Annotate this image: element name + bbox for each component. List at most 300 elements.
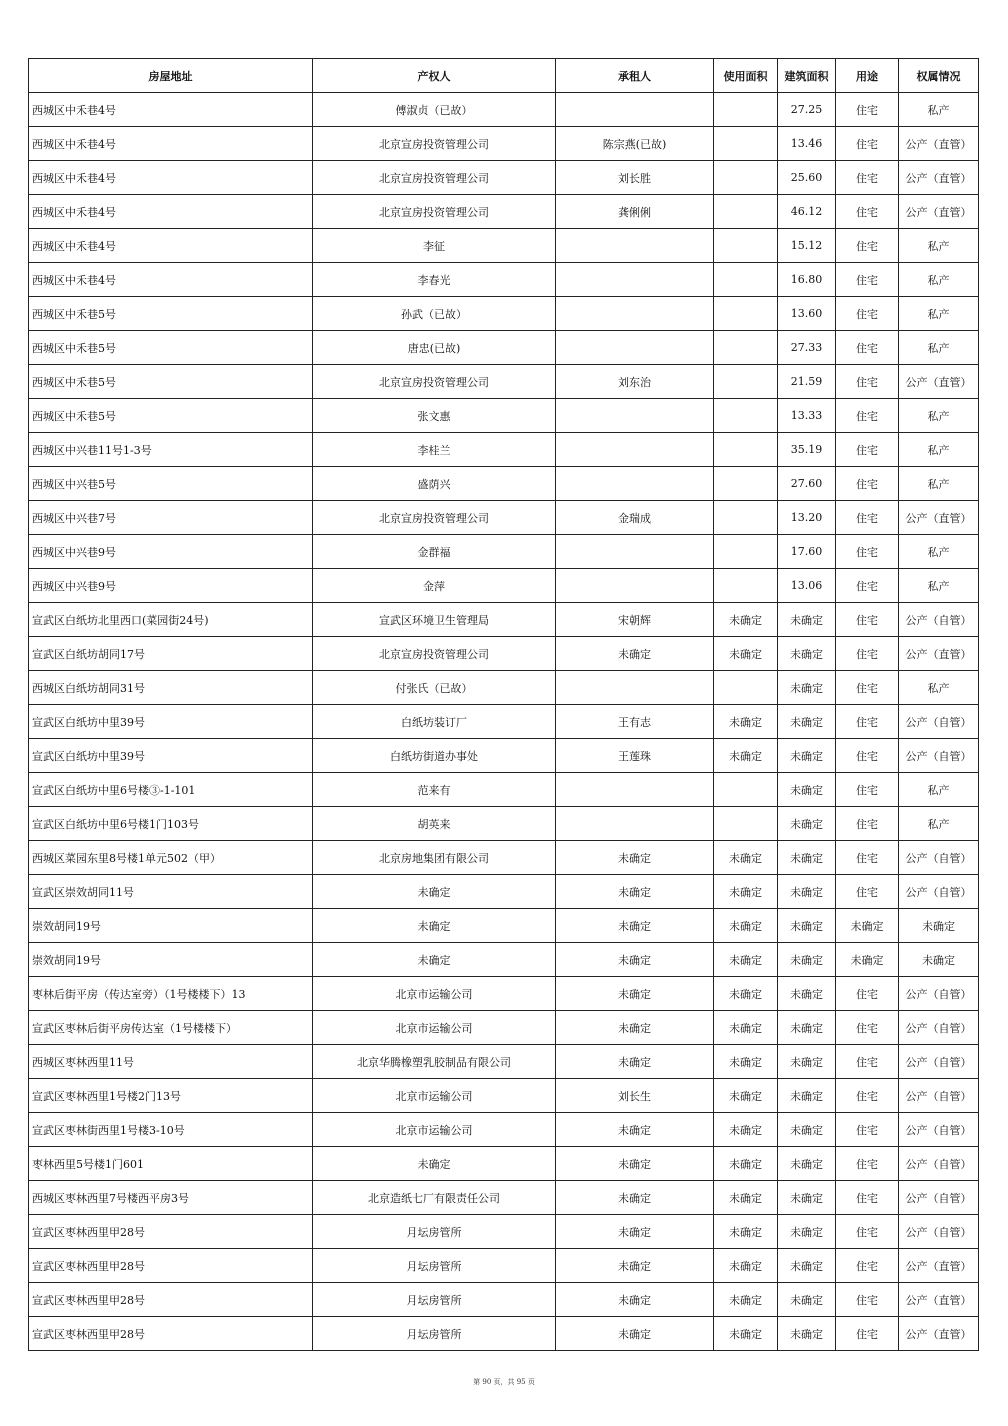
table-row: [29, 1181, 979, 1215]
table-row: [29, 1283, 979, 1317]
cell-owner: 北京宣房投资管理公司: [313, 637, 556, 671]
table-row: [29, 195, 979, 229]
cell-owner: 北京造纸七厂有限责任公司: [313, 1181, 556, 1215]
cell-tenant: 未确定: [556, 1317, 714, 1351]
cell-usage: 住宅: [836, 1181, 899, 1215]
cell-owner: 胡英来: [313, 807, 556, 841]
cell-address: 宣武区枣林西里1号楼2门13号: [29, 1079, 313, 1113]
cell-ownership: 公产（自管）: [899, 1215, 979, 1249]
header-address: 房屋地址: [29, 59, 313, 93]
cell-address: 西城区中兴巷11号1-3号: [29, 433, 313, 467]
cell-tenant: [556, 297, 714, 331]
cell-owner: 付张氏（已故）: [313, 671, 556, 705]
cell-usable-area: 未确定: [714, 1079, 778, 1113]
cell-address: 宣武区枣林西里甲28号: [29, 1317, 313, 1351]
cell-building-area: 未确定: [778, 1317, 836, 1351]
table-row: [29, 909, 979, 943]
cell-tenant: 刘东治: [556, 365, 714, 399]
table-row: [29, 1249, 979, 1283]
cell-address: 西城区中禾巷5号: [29, 365, 313, 399]
cell-tenant: 未确定: [556, 1147, 714, 1181]
cell-owner: 北京宣房投资管理公司: [313, 195, 556, 229]
cell-building-area: 未确定: [778, 1181, 836, 1215]
cell-address: 西城区菜园东里8号楼1单元502（甲）: [29, 841, 313, 875]
cell-ownership: 私产: [899, 467, 979, 501]
cell-usable-area: 未确定: [714, 1249, 778, 1283]
table-row: [29, 297, 979, 331]
cell-usable-area: 未确定: [714, 1113, 778, 1147]
cell-building-area: 27.60: [778, 467, 836, 501]
cell-building-area: 未确定: [778, 739, 836, 773]
cell-usage: 住宅: [836, 977, 899, 1011]
cell-usage: 住宅: [836, 773, 899, 807]
cell-building-area: 未确定: [778, 1215, 836, 1249]
cell-ownership: 公产（直管）: [899, 161, 979, 195]
cell-tenant: 宋朝辉: [556, 603, 714, 637]
cell-usage: 住宅: [836, 263, 899, 297]
cell-usage: 住宅: [836, 399, 899, 433]
cell-building-area: 未确定: [778, 1147, 836, 1181]
cell-usable-area: 未确定: [714, 1215, 778, 1249]
cell-tenant: [556, 263, 714, 297]
cell-tenant: [556, 433, 714, 467]
cell-usable-area: [714, 365, 778, 399]
cell-owner: 月坛房管所: [313, 1317, 556, 1351]
cell-owner: 北京市运输公司: [313, 1079, 556, 1113]
cell-address: 西城区枣林西里11号: [29, 1045, 313, 1079]
header-usable-area: 使用面积: [714, 59, 778, 93]
cell-ownership: 私产: [899, 433, 979, 467]
cell-address: 枣林后街平房（传达室旁）（1号楼楼下）13: [29, 977, 313, 1011]
cell-building-area: 27.25: [778, 93, 836, 127]
cell-usage: 住宅: [836, 739, 899, 773]
header-usage: 用途: [836, 59, 899, 93]
cell-usage: 住宅: [836, 1283, 899, 1317]
cell-tenant: [556, 229, 714, 263]
cell-address: 西城区中禾巷4号: [29, 229, 313, 263]
table-row: [29, 331, 979, 365]
cell-usable-area: [714, 263, 778, 297]
cell-building-area: 未确定: [778, 807, 836, 841]
table-row: [29, 1215, 979, 1249]
cell-ownership: 公产（直管）: [899, 1283, 979, 1317]
cell-owner: 范来有: [313, 773, 556, 807]
cell-ownership: 公产（自管）: [899, 1147, 979, 1181]
cell-ownership: 公产（自管）: [899, 1079, 979, 1113]
cell-owner: 未确定: [313, 1147, 556, 1181]
cell-usable-area: [714, 773, 778, 807]
cell-ownership: 私产: [899, 535, 979, 569]
cell-address: 宣武区枣林西里甲28号: [29, 1215, 313, 1249]
cell-tenant: [556, 399, 714, 433]
cell-usable-area: 未确定: [714, 1147, 778, 1181]
cell-usage: 住宅: [836, 195, 899, 229]
cell-tenant: 陈宗燕(已故): [556, 127, 714, 161]
table-row: [29, 1045, 979, 1079]
cell-usage: 住宅: [836, 603, 899, 637]
cell-building-area: 16.80: [778, 263, 836, 297]
cell-building-area: 未确定: [778, 603, 836, 637]
cell-address: 宣武区枣林街西里1号楼3-10号: [29, 1113, 313, 1147]
table-row: [29, 365, 979, 399]
cell-owner: 未确定: [313, 943, 556, 977]
cell-ownership: 公产（自管）: [899, 841, 979, 875]
cell-owner: 月坛房管所: [313, 1283, 556, 1317]
cell-building-area: 17.60: [778, 535, 836, 569]
cell-building-area: 未确定: [778, 1113, 836, 1147]
cell-ownership: 公产（自管）: [899, 1113, 979, 1147]
cell-building-area: 13.33: [778, 399, 836, 433]
cell-owner: 宣武区环境卫生管理局: [313, 603, 556, 637]
cell-address: 崇效胡同19号: [29, 909, 313, 943]
cell-building-area: 46.12: [778, 195, 836, 229]
cell-tenant: 未确定: [556, 1249, 714, 1283]
table-row: [29, 841, 979, 875]
cell-tenant: 未确定: [556, 1181, 714, 1215]
cell-tenant: [556, 535, 714, 569]
cell-address: 宣武区白纸坊中里6号楼③-1-101: [29, 773, 313, 807]
cell-owner: 月坛房管所: [313, 1215, 556, 1249]
property-table: [28, 58, 979, 1351]
cell-usage: 住宅: [836, 127, 899, 161]
cell-address: 宣武区崇效胡同11号: [29, 875, 313, 909]
cell-owner: 孙武（已故）: [313, 297, 556, 331]
cell-usage: 住宅: [836, 1215, 899, 1249]
cell-usable-area: 未确定: [714, 603, 778, 637]
property-table-container: [28, 58, 978, 1351]
cell-ownership: 私产: [899, 93, 979, 127]
table-row: [29, 603, 979, 637]
cell-tenant: 未确定: [556, 909, 714, 943]
cell-address: 西城区中兴巷7号: [29, 501, 313, 535]
cell-tenant: [556, 467, 714, 501]
cell-ownership: 私产: [899, 229, 979, 263]
table-row: [29, 1113, 979, 1147]
cell-address: 西城区中禾巷4号: [29, 161, 313, 195]
cell-address: 崇效胡同19号: [29, 943, 313, 977]
cell-usable-area: [714, 671, 778, 705]
cell-address: 宣武区枣林后街平房传达室（1号楼楼下）: [29, 1011, 313, 1045]
cell-address: 西城区中兴巷9号: [29, 535, 313, 569]
cell-usage: 住宅: [836, 365, 899, 399]
table-row: [29, 467, 979, 501]
cell-owner: 未确定: [313, 875, 556, 909]
cell-usable-area: [714, 161, 778, 195]
table-row: [29, 127, 979, 161]
cell-owner: 北京市运输公司: [313, 1113, 556, 1147]
cell-usage: 住宅: [836, 433, 899, 467]
cell-owner: 傅淑贞（已故）: [313, 93, 556, 127]
cell-usage: 住宅: [836, 297, 899, 331]
cell-tenant: 王有志: [556, 705, 714, 739]
cell-ownership: 私产: [899, 773, 979, 807]
cell-owner: 白纸坊装订厂: [313, 705, 556, 739]
cell-building-area: 未确定: [778, 943, 836, 977]
cell-usable-area: 未确定: [714, 1283, 778, 1317]
cell-usage: 住宅: [836, 1011, 899, 1045]
cell-usage: 住宅: [836, 705, 899, 739]
cell-tenant: 未确定: [556, 977, 714, 1011]
cell-owner: 未确定: [313, 909, 556, 943]
table-row: [29, 433, 979, 467]
cell-building-area: 13.60: [778, 297, 836, 331]
cell-building-area: 25.60: [778, 161, 836, 195]
cell-usable-area: 未确定: [714, 1181, 778, 1215]
cell-ownership: 公产（自管）: [899, 603, 979, 637]
cell-building-area: 21.59: [778, 365, 836, 399]
cell-tenant: [556, 569, 714, 603]
cell-address: 西城区中禾巷4号: [29, 263, 313, 297]
cell-address: 宣武区白纸坊中里39号: [29, 739, 313, 773]
cell-usage: 住宅: [836, 467, 899, 501]
cell-building-area: 未确定: [778, 1011, 836, 1045]
cell-usage: 住宅: [836, 875, 899, 909]
cell-address: 西城区中禾巷5号: [29, 297, 313, 331]
cell-usage: 住宅: [836, 501, 899, 535]
cell-ownership: 公产（自管）: [899, 739, 979, 773]
cell-usable-area: 未确定: [714, 875, 778, 909]
cell-building-area: 13.06: [778, 569, 836, 603]
cell-address: 西城区中禾巷4号: [29, 93, 313, 127]
cell-usage: 住宅: [836, 161, 899, 195]
cell-building-area: 未确定: [778, 1283, 836, 1317]
cell-ownership: 公产（直管）: [899, 195, 979, 229]
table-row: [29, 671, 979, 705]
cell-usage: 住宅: [836, 1079, 899, 1113]
cell-address: 宣武区枣林西里甲28号: [29, 1249, 313, 1283]
header-owner: 产权人: [313, 59, 556, 93]
cell-usage: 住宅: [836, 841, 899, 875]
cell-usable-area: [714, 127, 778, 161]
cell-tenant: 未确定: [556, 1113, 714, 1147]
table-header-row: [29, 59, 979, 93]
cell-usage: 住宅: [836, 1045, 899, 1079]
cell-tenant: 刘长胜: [556, 161, 714, 195]
cell-owner: 北京市运输公司: [313, 1011, 556, 1045]
cell-owner: 北京宣房投资管理公司: [313, 501, 556, 535]
cell-owner: 金群福: [313, 535, 556, 569]
cell-usable-area: 未确定: [714, 943, 778, 977]
cell-owner: 盛荫兴: [313, 467, 556, 501]
table-row: [29, 875, 979, 909]
table-row: [29, 229, 979, 263]
cell-tenant: 未确定: [556, 943, 714, 977]
cell-building-area: 13.20: [778, 501, 836, 535]
cell-ownership: 公产（自管）: [899, 705, 979, 739]
header-building-area: 建筑面积: [778, 59, 836, 93]
cell-usage: 住宅: [836, 637, 899, 671]
cell-usage: 未确定: [836, 909, 899, 943]
table-row: [29, 977, 979, 1011]
cell-owner: 白纸坊街道办事处: [313, 739, 556, 773]
cell-building-area: 未确定: [778, 671, 836, 705]
table-row: [29, 943, 979, 977]
cell-usable-area: [714, 93, 778, 127]
table-row: [29, 705, 979, 739]
cell-owner: 李征: [313, 229, 556, 263]
cell-building-area: 未确定: [778, 875, 836, 909]
cell-usable-area: [714, 399, 778, 433]
cell-owner: 李春光: [313, 263, 556, 297]
cell-tenant: 刘长生: [556, 1079, 714, 1113]
cell-tenant: 未确定: [556, 875, 714, 909]
cell-building-area: 15.12: [778, 229, 836, 263]
cell-usable-area: 未确定: [714, 1011, 778, 1045]
cell-owner: 北京华腾橡塑乳胶制品有限公司: [313, 1045, 556, 1079]
cell-ownership: 私产: [899, 263, 979, 297]
cell-owner: 北京宣房投资管理公司: [313, 365, 556, 399]
cell-address: 枣林西里5号楼1门601: [29, 1147, 313, 1181]
cell-tenant: 未确定: [556, 1283, 714, 1317]
cell-ownership: 未确定: [899, 909, 979, 943]
cell-address: 西城区中禾巷4号: [29, 127, 313, 161]
cell-ownership: 私产: [899, 297, 979, 331]
cell-tenant: [556, 671, 714, 705]
table-row: [29, 1079, 979, 1113]
cell-usable-area: 未确定: [714, 909, 778, 943]
cell-building-area: 未确定: [778, 841, 836, 875]
cell-usage: 住宅: [836, 1249, 899, 1283]
cell-building-area: 未确定: [778, 637, 836, 671]
cell-ownership: 公产（自管）: [899, 875, 979, 909]
table-body: [29, 93, 979, 1351]
cell-tenant: 未确定: [556, 841, 714, 875]
cell-address: 西城区枣林西里7号楼西平房3号: [29, 1181, 313, 1215]
cell-usable-area: [714, 433, 778, 467]
cell-ownership: 未确定: [899, 943, 979, 977]
table-row: [29, 535, 979, 569]
cell-address: 西城区中禾巷5号: [29, 331, 313, 365]
cell-owner: 北京房地集团有限公司: [313, 841, 556, 875]
cell-usable-area: [714, 535, 778, 569]
cell-ownership: 公产（直管）: [899, 637, 979, 671]
cell-usable-area: 未确定: [714, 739, 778, 773]
table-row: [29, 1011, 979, 1045]
cell-building-area: 未确定: [778, 705, 836, 739]
cell-tenant: 未确定: [556, 637, 714, 671]
cell-address: 西城区中禾巷5号: [29, 399, 313, 433]
cell-ownership: 公产（直管）: [899, 365, 979, 399]
cell-usage: 住宅: [836, 671, 899, 705]
cell-tenant: 未确定: [556, 1215, 714, 1249]
table-row: [29, 807, 979, 841]
table-row: [29, 501, 979, 535]
table-row: [29, 1147, 979, 1181]
cell-usable-area: [714, 807, 778, 841]
cell-address: 宣武区白纸坊胡同17号: [29, 637, 313, 671]
cell-usable-area: 未确定: [714, 977, 778, 1011]
cell-building-area: 35.19: [778, 433, 836, 467]
table-row: [29, 569, 979, 603]
cell-ownership: 公产（直管）: [899, 1317, 979, 1351]
cell-usage: 住宅: [836, 1113, 899, 1147]
cell-usage: 住宅: [836, 1147, 899, 1181]
cell-owner: 李桂兰: [313, 433, 556, 467]
cell-ownership: 私产: [899, 671, 979, 705]
cell-usage: 住宅: [836, 569, 899, 603]
cell-owner: 北京宣房投资管理公司: [313, 127, 556, 161]
cell-ownership: 公产（直管）: [899, 1249, 979, 1283]
cell-tenant: [556, 331, 714, 365]
cell-ownership: 私产: [899, 807, 979, 841]
cell-building-area: 未确定: [778, 909, 836, 943]
cell-usable-area: [714, 297, 778, 331]
cell-usable-area: 未确定: [714, 841, 778, 875]
cell-usage: 未确定: [836, 943, 899, 977]
table-row: [29, 161, 979, 195]
cell-usage: 住宅: [836, 807, 899, 841]
cell-ownership: 公产（自管）: [899, 977, 979, 1011]
table-row: [29, 399, 979, 433]
cell-address: 西城区中兴巷5号: [29, 467, 313, 501]
cell-usable-area: 未确定: [714, 705, 778, 739]
header-ownership: 权属情况: [899, 59, 979, 93]
table-row: [29, 263, 979, 297]
cell-ownership: 公产（直管）: [899, 127, 979, 161]
cell-owner: 张文惠: [313, 399, 556, 433]
cell-usable-area: 未确定: [714, 1045, 778, 1079]
cell-owner: 北京宣房投资管理公司: [313, 161, 556, 195]
cell-usable-area: [714, 229, 778, 263]
cell-usable-area: [714, 331, 778, 365]
cell-owner: 北京市运输公司: [313, 977, 556, 1011]
cell-address: 西城区白纸坊胡同31号: [29, 671, 313, 705]
cell-usable-area: 未确定: [714, 637, 778, 671]
cell-tenant: 金瑞成: [556, 501, 714, 535]
cell-ownership: 公产（自管）: [899, 1045, 979, 1079]
cell-building-area: 未确定: [778, 1045, 836, 1079]
cell-building-area: 未确定: [778, 773, 836, 807]
page-footer: 第 90 页，共 95 页: [473, 1378, 535, 1386]
cell-owner: 唐忠(已故): [313, 331, 556, 365]
cell-ownership: 公产（自管）: [899, 1011, 979, 1045]
cell-usage: 住宅: [836, 1317, 899, 1351]
table-row: [29, 773, 979, 807]
cell-usable-area: 未确定: [714, 1317, 778, 1351]
cell-address: 宣武区白纸坊中里6号楼1门103号: [29, 807, 313, 841]
cell-tenant: 王莲珠: [556, 739, 714, 773]
cell-tenant: 未确定: [556, 1045, 714, 1079]
cell-usable-area: [714, 467, 778, 501]
cell-usable-area: [714, 569, 778, 603]
cell-usage: 住宅: [836, 535, 899, 569]
cell-building-area: 13.46: [778, 127, 836, 161]
cell-tenant: 龚俐俐: [556, 195, 714, 229]
cell-usage: 住宅: [836, 229, 899, 263]
table-row: [29, 93, 979, 127]
cell-usage: 住宅: [836, 331, 899, 365]
cell-usage: 住宅: [836, 93, 899, 127]
cell-ownership: 公产（直管）: [899, 501, 979, 535]
cell-building-area: 未确定: [778, 1249, 836, 1283]
cell-building-area: 未确定: [778, 1079, 836, 1113]
cell-building-area: 27.33: [778, 331, 836, 365]
cell-address: 宣武区枣林西里甲28号: [29, 1283, 313, 1317]
cell-building-area: 未确定: [778, 977, 836, 1011]
cell-owner: 金萍: [313, 569, 556, 603]
cell-tenant: [556, 773, 714, 807]
table-row: [29, 637, 979, 671]
cell-address: 西城区中兴巷9号: [29, 569, 313, 603]
cell-ownership: 私产: [899, 399, 979, 433]
cell-address: 西城区中禾巷4号: [29, 195, 313, 229]
cell-usable-area: [714, 195, 778, 229]
cell-ownership: 公产（自管）: [899, 1181, 979, 1215]
cell-owner: 月坛房管所: [313, 1249, 556, 1283]
table-row: [29, 739, 979, 773]
cell-usable-area: [714, 501, 778, 535]
cell-tenant: [556, 93, 714, 127]
